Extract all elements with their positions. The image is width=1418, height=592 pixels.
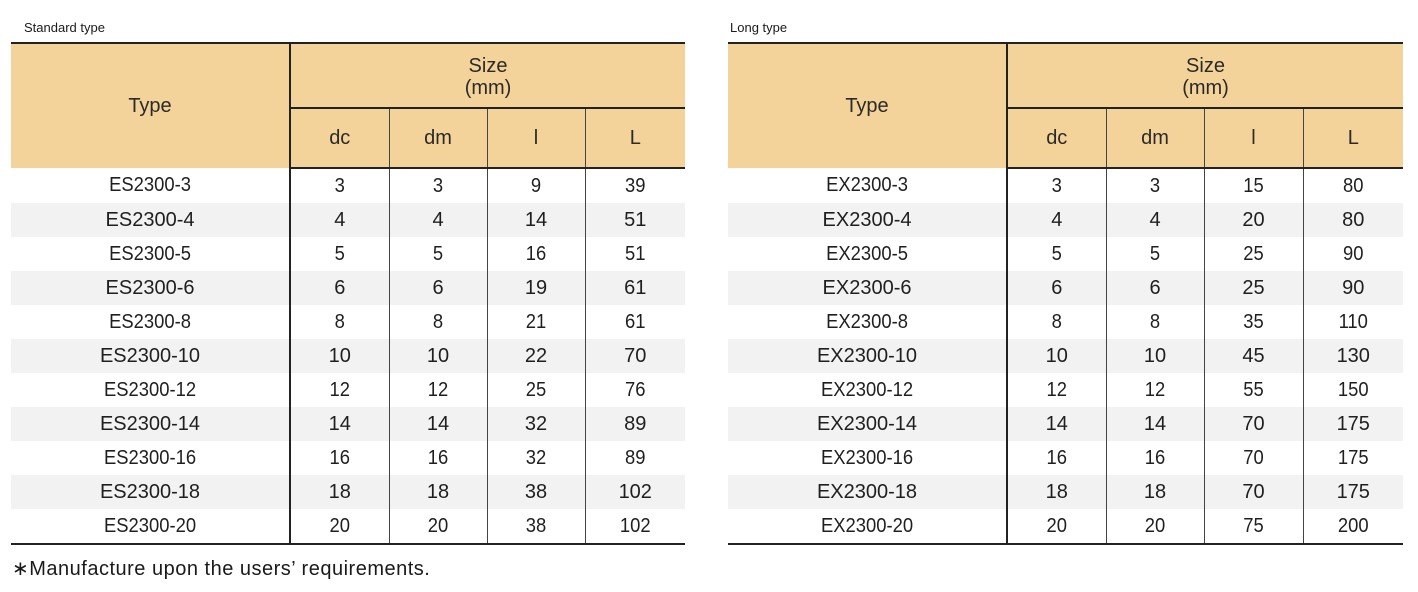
dc-cell: 20: [294, 509, 385, 544]
dm-cell: 14: [1106, 407, 1204, 441]
table-row: [728, 407, 1403, 441]
long-type-caption: Long type: [730, 20, 788, 35]
type-cell: EX2300-20: [820, 514, 914, 537]
dc-cell: 3: [294, 168, 385, 203]
L-cell: 51: [585, 203, 685, 237]
dc-cell: 20: [1011, 509, 1102, 544]
table-row: [11, 237, 685, 271]
L-cell: 130: [1303, 339, 1403, 373]
type-cell: ES2300-8: [109, 310, 191, 333]
l-cell: 25: [1204, 271, 1303, 305]
L-cell: 70: [585, 339, 685, 373]
l-cell: 15: [1208, 168, 1299, 203]
l-cell: 22: [487, 339, 585, 373]
type-cell: ES2300-5: [109, 242, 191, 265]
dm-cell: 3: [1110, 168, 1200, 203]
standard-type-section: [11, 18, 685, 545]
table-row: [728, 475, 1403, 509]
type-cell: EX2300-12: [820, 378, 914, 401]
l-cell: 35: [1208, 305, 1299, 339]
l-cell: 32: [487, 407, 585, 441]
L-cell: 102: [585, 475, 685, 509]
type-cell: ES2300-6: [11, 271, 290, 305]
type-cell: EX2300-14: [728, 407, 1007, 441]
L-cell: 175: [1303, 407, 1403, 441]
size-header: [290, 43, 685, 108]
size-header-label: Size: [468, 55, 508, 77]
table-row: [11, 509, 685, 544]
table-row: [11, 168, 685, 203]
type-cell: ES2300-3: [109, 174, 191, 196]
table-row: [728, 339, 1403, 373]
dm-cell: 18: [389, 475, 487, 509]
type-cell: EX2300-3: [826, 174, 908, 196]
l-cell: 38: [487, 475, 585, 509]
L-cell: 80: [1307, 168, 1399, 203]
dm-cell: 10: [1106, 339, 1204, 373]
l-cell: 9: [491, 168, 581, 203]
dm-cell: 5: [393, 237, 483, 271]
type-cell: EX2300-6: [728, 271, 1007, 305]
type-cell: EX2300-8: [826, 310, 908, 333]
dc-cell: 14: [1007, 407, 1106, 441]
type-cell: ES2300-12: [103, 378, 197, 401]
dc-cell: 4: [290, 203, 389, 237]
table-row: [11, 441, 685, 475]
table-row: [728, 305, 1403, 339]
dm-cell: 20: [393, 509, 483, 544]
l-cell: 19: [487, 271, 585, 305]
dc-cell: 16: [294, 441, 385, 475]
dm-cell: 5: [1110, 237, 1200, 271]
type-cell: EX2300-10: [728, 339, 1007, 373]
dc-cell: 18: [290, 475, 389, 509]
type-cell: EX2300-16: [820, 446, 914, 469]
dm-cell: 14: [389, 407, 487, 441]
l-cell: 38: [491, 509, 581, 544]
dc-cell: 14: [290, 407, 389, 441]
size-header-label: Size: [1186, 55, 1225, 77]
dm-header: dm: [1106, 108, 1204, 168]
L-header: L: [1303, 108, 1403, 168]
l-cell: 70: [1204, 407, 1303, 441]
L-cell: 76: [589, 373, 681, 407]
dc-cell: 16: [1011, 441, 1102, 475]
footnote: ∗Manufacture upon the users’ requirements.: [12, 558, 431, 580]
L-cell: 80: [1303, 203, 1403, 237]
L-cell: 51: [589, 237, 681, 271]
standard-type-caption: Standard type: [24, 20, 105, 35]
l-cell: 70: [1208, 441, 1299, 475]
dc-cell: 3: [1011, 168, 1102, 203]
table-row: [728, 441, 1403, 475]
L-cell: 39: [589, 168, 681, 203]
dc-cell: 5: [294, 237, 385, 271]
type-cell: ES2300-14: [11, 407, 290, 441]
dm-cell: 20: [1110, 509, 1200, 544]
L-cell: 89: [589, 441, 681, 475]
dc-cell: 4: [1007, 203, 1106, 237]
standard-type-table: [11, 42, 685, 545]
L-cell: 90: [1303, 271, 1403, 305]
standard-type-body: [11, 168, 685, 544]
dm-header: dm: [389, 108, 487, 168]
table-row: [728, 271, 1403, 305]
table-row: [728, 168, 1403, 203]
L-cell: 175: [1303, 475, 1403, 509]
dc-cell: 5: [1011, 237, 1102, 271]
l-header: l: [487, 108, 585, 168]
l-cell: 20: [1204, 203, 1303, 237]
dm-cell: 8: [1110, 305, 1200, 339]
dc-header: dc: [290, 108, 389, 168]
l-cell: 55: [1208, 373, 1299, 407]
L-cell: 110: [1307, 305, 1399, 339]
dc-cell: 12: [1011, 373, 1102, 407]
table-row: [11, 203, 685, 237]
l-cell: 45: [1204, 339, 1303, 373]
type-header: Type: [728, 43, 1007, 168]
type-cell: ES2300-20: [103, 514, 197, 537]
dm-cell: 16: [393, 441, 483, 475]
l-cell: 14: [487, 203, 585, 237]
size-header: [1007, 43, 1403, 108]
dm-cell: 6: [1106, 271, 1204, 305]
dc-cell: 8: [1011, 305, 1102, 339]
long-type-table: [728, 42, 1403, 545]
table-row: [728, 237, 1403, 271]
long-type-body: [728, 168, 1403, 544]
L-cell: 89: [585, 407, 685, 441]
table-row: [11, 305, 685, 339]
l-cell: 25: [1208, 237, 1299, 271]
L-cell: 175: [1307, 441, 1399, 475]
L-cell: 61: [585, 271, 685, 305]
l-cell: 21: [491, 305, 581, 339]
type-cell: ES2300-10: [11, 339, 290, 373]
type-cell: ES2300-4: [11, 203, 290, 237]
table-row: [11, 271, 685, 305]
type-header: Type: [11, 43, 290, 168]
dc-cell: 10: [290, 339, 389, 373]
dm-cell: 3: [393, 168, 483, 203]
table-row: [11, 373, 685, 407]
dm-cell: 8: [393, 305, 483, 339]
dm-cell: 12: [393, 373, 483, 407]
l-header: l: [1204, 108, 1303, 168]
table-row: [728, 373, 1403, 407]
L-header: L: [585, 108, 685, 168]
dc-cell: 12: [294, 373, 385, 407]
table-row: [11, 339, 685, 373]
l-cell: 16: [491, 237, 581, 271]
dc-cell: 8: [294, 305, 385, 339]
dm-cell: 4: [389, 203, 487, 237]
type-cell: ES2300-16: [103, 446, 197, 469]
type-cell: EX2300-18: [728, 475, 1007, 509]
type-cell: ES2300-18: [11, 475, 290, 509]
dm-cell: 16: [1110, 441, 1200, 475]
L-cell: 90: [1307, 237, 1399, 271]
L-cell: 61: [589, 305, 681, 339]
table-row: [728, 509, 1403, 544]
l-cell: 75: [1208, 509, 1299, 544]
L-cell: 150: [1307, 373, 1399, 407]
table-row: [11, 475, 685, 509]
dc-cell: 6: [290, 271, 389, 305]
L-cell: 102: [589, 509, 681, 544]
l-cell: 25: [491, 373, 581, 407]
type-cell: EX2300-5: [826, 242, 908, 265]
long-type-section: [728, 18, 1403, 545]
L-cell: 200: [1307, 509, 1399, 544]
dm-cell: 12: [1110, 373, 1200, 407]
dm-cell: 10: [389, 339, 487, 373]
l-cell: 32: [491, 441, 581, 475]
dc-cell: 18: [1007, 475, 1106, 509]
dc-header: dc: [1007, 108, 1106, 168]
dm-cell: 4: [1106, 203, 1204, 237]
dc-cell: 10: [1007, 339, 1106, 373]
l-cell: 70: [1204, 475, 1303, 509]
dc-cell: 6: [1007, 271, 1106, 305]
type-cell: EX2300-4: [728, 203, 1007, 237]
table-row: [728, 203, 1403, 237]
dm-cell: 18: [1106, 475, 1204, 509]
dm-cell: 6: [389, 271, 487, 305]
table-row: [11, 407, 685, 441]
size-header-unit: (mm): [464, 77, 512, 99]
size-header-unit: (mm): [1182, 77, 1229, 99]
